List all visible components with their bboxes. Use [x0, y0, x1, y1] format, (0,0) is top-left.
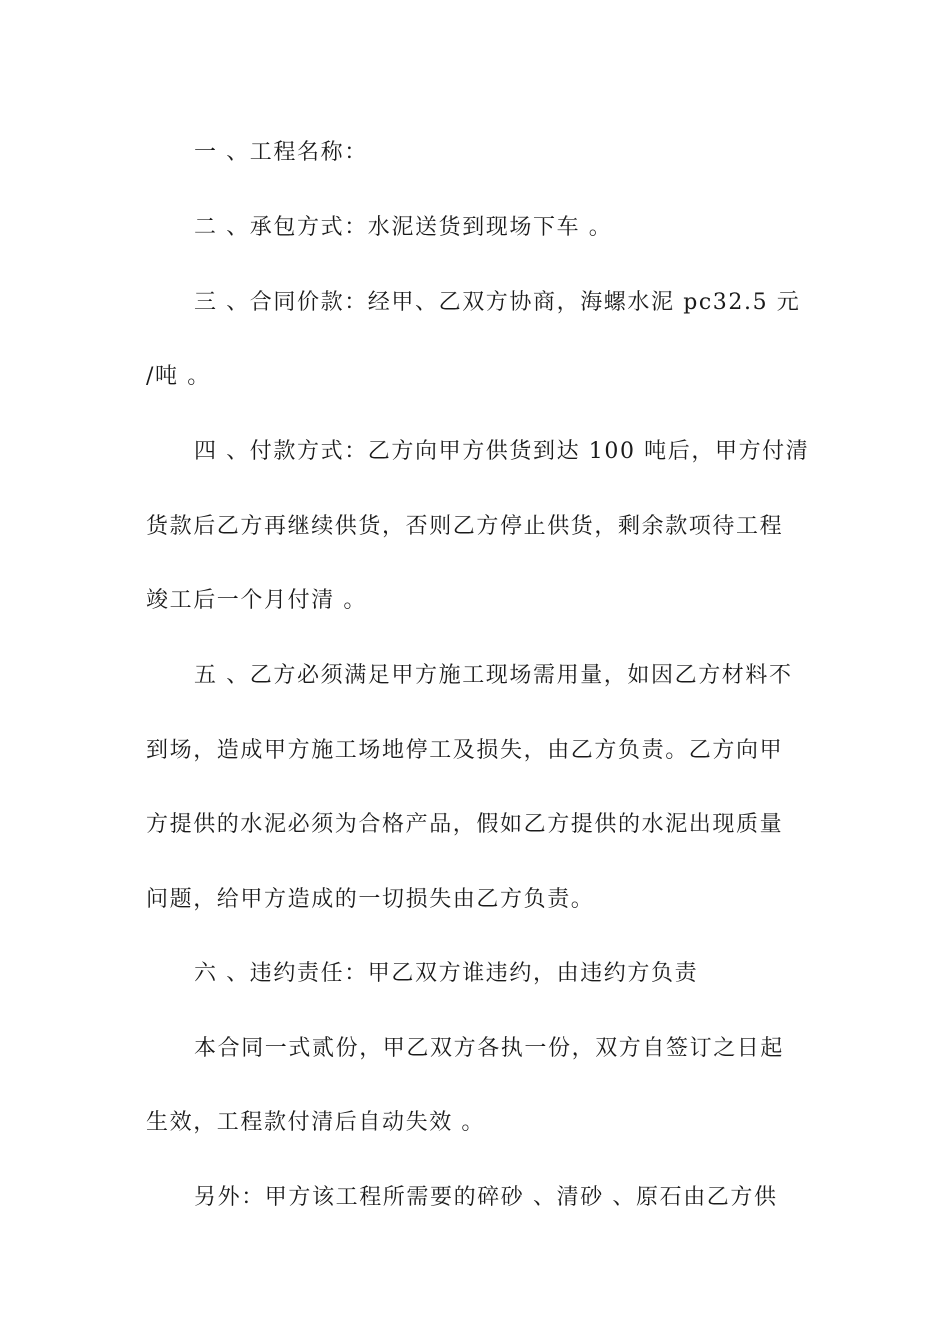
contract-copies-clause: 本合同一式贰份，甲乙双方各执一份，双方自签订之日起: [194, 1036, 785, 1061]
clause-5-supply-obligation-cont-2: 方提供的水泥必须为合格产品，假如乙方提供的水泥出现质量: [146, 812, 784, 837]
contract-copies-clause-cont: 生效，工程款付清后自动失效 。: [146, 1110, 485, 1135]
additional-clause: 另外：甲方该工程所需要的碎砂 、清砂 、原石由乙方供: [194, 1185, 778, 1210]
clause-5-supply-obligation-cont-3: 问题，给甲方造成的一切损失由乙方负责。: [146, 887, 595, 912]
clause-1-project-name: 一 、工程名称：: [194, 140, 368, 165]
clause-2-contract-method: 二 、承包方式：水泥送货到现场下车 。: [194, 215, 613, 240]
clause-5-supply-obligation: 五 、乙方必须满足甲方施工现场需用量，如因乙方材料不: [194, 663, 793, 688]
clause-3-contract-price: 三 、合同价款：经甲、乙双方协商，海螺水泥 pc32.5 元: [194, 290, 801, 315]
clause-3-contract-price-cont: /吨 。: [146, 364, 211, 389]
clause-6-breach-liability: 六 、违约责任：甲乙双方谁违约，由违约方负责: [194, 961, 699, 986]
clause-4-payment-method-cont-2: 竣工后一个月付清 。: [146, 588, 367, 613]
clause-4-payment-method-cont-1: 货款后乙方再继续供货，否则乙方停止供货，剩余款项待工程: [146, 514, 784, 539]
clause-4-payment-method: 四 、付款方式：乙方向甲方供货到达 100 吨后，甲方付清: [194, 439, 810, 464]
clause-5-supply-obligation-cont-1: 到场，造成甲方施工场地停工及损失，由乙方负责。乙方向甲: [146, 738, 784, 763]
